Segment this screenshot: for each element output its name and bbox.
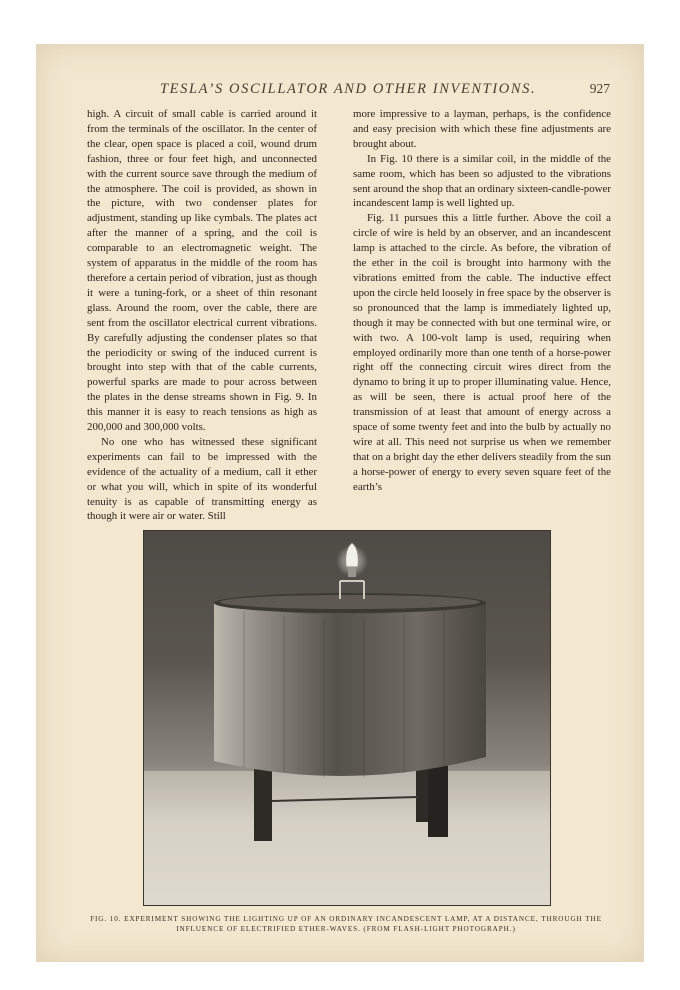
running-header xyxy=(36,81,644,104)
coil-leg xyxy=(428,761,448,837)
figure-photograph xyxy=(143,530,551,906)
paragraph: high. A circuit of small cable is carried around it from the terminals of the oscillator. In the center of the clear, open space is placed a coil, wound drum fashion, three or four feet high, and unconnected with the current source save through the medium of the atmosphere. The coil is provided, as shown in the picture, with two condenser plates for adjustment, standing up like cymbals. The plates act after the manner of a spring, and the coil is comparable to an electromagnetic weight. The system of apparatus in the middle of the room has therefore a certain period of vibration, just as though it were a tuning-fork, or a sheet of thin resonant glass. Around the room, over the cable, there are sent from the oscillator electrical current vibrations. By carefully adjusting the condenser plates so that the periodicity or swing of the induced current is brought into step with that of the cable currents, powerful sparks are made to pour across between the plates in the dense streams shown in Fig. 9. In this manner it is easy to reach tensions as high as 200,000 and 300,000 volts. xyxy=(87,108,317,434)
left-column xyxy=(87,107,317,524)
coil-leg xyxy=(254,761,272,841)
figure-caption: FIG. 10. EXPERIMENT SHOWING THE LIGHTING UP OF AN ORDINARY INCANDESCENT LAMP, AT A DISTANCE, THROUGH THE INFLUENCE OF ELECTRIFIED ETHER-WAVES. (FROM FLASH-LIGHT PHOTOGRAPH.) xyxy=(90,915,602,933)
coil-photograph xyxy=(144,531,550,905)
magazine-page xyxy=(36,44,644,962)
paragraph: No one who has witnessed these significant experiments can fail to be impressed with the evidence of the actuality of a medium, call it ether or what you will, which in spite of its wonderful tenuity is as capable of transmitting energy as though it were air or water. Still xyxy=(87,435,317,523)
paragraph: Fig. 11 pursues this a little further. Above the coil a circle of wire is held by an observer, and an incandescent lamp is attached to the circle. As before, the vibration of the ether in the coil is brought into harmony with the vibrations emitted from the cable. The inductive effect upon the circle held loosely in free space by the observer is so pronounced that the lamp is immediately lighted up, though it may be connected with but one terminal wire, or with two. A 100-volt lamp is used, requiring when employed ordinarily more than one tenth of a horse-power right off the connecting circuit wires direct from the dynamo to bring it up to proper illuminating value. Hence, as will be seen, there is actual proof here of the transmission of at least that amount of energy across a space of some twenty feet and into the bulb by actually no wire at all. This need not surprise us when we remember that on a bright day the ether delivers steadily from the sun a horse-power of energy to every seven square feet of the earth’s xyxy=(353,212,611,493)
paragraph: more impressive to a layman, perhaps, is the confidence and easy precision with which these fine adjustments are brought about. xyxy=(353,108,611,150)
right-column xyxy=(353,107,611,495)
page-number: 927 xyxy=(589,81,610,96)
coil-drum xyxy=(214,601,486,776)
paragraph: In Fig. 10 there is a similar coil, in the middle of the same room, which has been so adjusted to the vibrations sent around the shop that an ordinary sixteen-candle-power incandescent lamp is well lighted up. xyxy=(353,152,611,210)
running-header-title: TESLA’S OSCILLATOR AND OTHER INVENTIONS. xyxy=(160,81,537,97)
